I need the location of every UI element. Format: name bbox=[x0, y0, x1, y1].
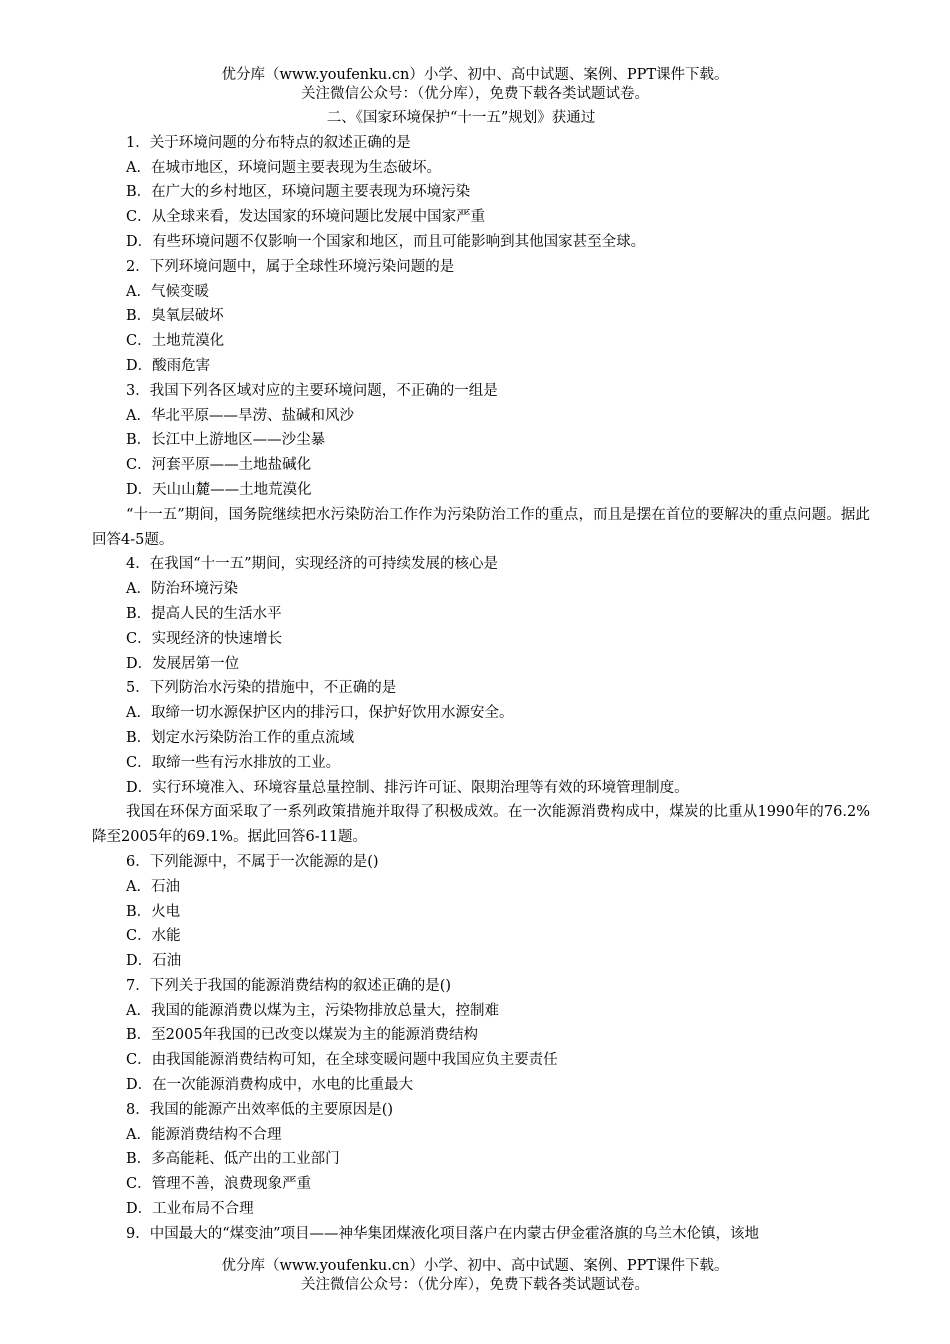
text-paragraph: 我国在环保方面采取了一系列政策措施并取得了积极成效。在一次能源消费构成中，煤炭的比重从1990年的76.2%降至2005年的69.1%。据此回答6-11题。 bbox=[92, 804, 870, 846]
page-footer bbox=[0, 1257, 950, 1295]
question-line: 9．中国最大的“煤变油”项目——神华集团煤液化项目落户在内蒙古伊金霍洛旗的乌兰木伦镇，该地 bbox=[126, 1225, 760, 1242]
question-line: D．天山山麓——土地荒漠化 bbox=[126, 481, 312, 498]
header-site-line: 优分库（www.youfenku.cn）小学、初中、高中试题、案例、PPT课件下载。 bbox=[221, 67, 729, 83]
question-line: 4．在我国“十一五”期间，实现经济的可持续发展的核心是 bbox=[126, 556, 499, 573]
question-line: A．在城市地区，环境问题主要表现为生态破坏。 bbox=[126, 159, 441, 176]
question-line: D．工业布局不合理 bbox=[126, 1201, 254, 1218]
question-line: B．划定水污染防治工作的重点流域 bbox=[126, 729, 355, 746]
question-line: C．管理不善，浪费现象严重 bbox=[126, 1176, 312, 1193]
question-line: A．我国的能源消费以煤为主，污染物排放总量大，控制难 bbox=[126, 1002, 499, 1019]
question-line: D．有些环境问题不仅影响一个国家和地区，而且可能影响到其他国家甚至全球。 bbox=[126, 233, 646, 250]
question-line: B．多高能耗、低产出的工业部门 bbox=[126, 1151, 340, 1168]
question-line: 2．下列环境问题中，属于全球性环境污染问题的是 bbox=[126, 258, 455, 275]
question-line: A．华北平原——旱涝、盐碱和风沙 bbox=[126, 407, 354, 424]
question-line: A．取缔一切水源保护区内的排污口，保护好饮用水源安全。 bbox=[126, 705, 514, 722]
question-line: 3．我国下列各区域对应的主要环境问题，不正确的一组是 bbox=[126, 382, 498, 399]
question-line: 1．关于环境问题的分布特点的叙述正确的是 bbox=[126, 134, 411, 151]
question-line: D．发展居第一位 bbox=[126, 655, 240, 672]
question-line: B．至2005年我国的已改变以煤炭为主的能源消费结构 bbox=[126, 1027, 479, 1044]
question-line: 6．下列能源中，不属于一次能源的是() bbox=[126, 853, 379, 870]
section-title: 二、《国家环境保护“十一五”规划》获通过 bbox=[326, 110, 596, 126]
footer-wechat-line: 关注微信公众号：（优分库），免费下载各类试题试卷。 bbox=[301, 1277, 649, 1293]
question-line: A．能源消费结构不合理 bbox=[126, 1126, 282, 1143]
question-line: C．由我国能源消费结构可知，在全球变暖问题中我国应负主要责任 bbox=[126, 1052, 558, 1069]
question-line: C．土地荒漠化 bbox=[126, 333, 225, 350]
document-body bbox=[92, 106, 870, 1247]
question-line: 7．下列关于我国的能源消费结构的叙述正确的是() bbox=[126, 977, 452, 994]
question-line: A．石油 bbox=[126, 878, 180, 895]
question-line: C．河套平原——土地盐碱化 bbox=[126, 457, 312, 474]
page-header bbox=[0, 66, 950, 104]
question-line: C．实现经济的快速增长 bbox=[126, 630, 283, 647]
question-line: 5．下列防治水污染的措施中，不正确的是 bbox=[126, 680, 397, 697]
question-line: B．在广大的乡村地区，环境问题主要表现为环境污染 bbox=[126, 184, 471, 201]
question-line: C．从全球来看，发达国家的环境问题比发展中国家严重 bbox=[126, 209, 486, 226]
question-line: 8．我国的能源产出效率低的主要原因是() bbox=[126, 1101, 394, 1118]
question-line: C．水能 bbox=[126, 928, 181, 945]
question-line: B．臭氧层破坏 bbox=[126, 308, 224, 325]
question-line: B．长江中上游地区——沙尘暴 bbox=[126, 432, 326, 449]
question-line: B．火电 bbox=[126, 903, 181, 920]
question-line: D．实行环境准入、环境容量总量控制、排污许可证、限期治理等有效的环境管理制度。 bbox=[126, 779, 689, 796]
text-paragraph: “十一五”期间，国务院继续把水污染防治工作作为污染防治工作的重点，而且是摆在首位的要解决的重点问题。据此回答4-5题。 bbox=[92, 506, 870, 548]
question-line: D．在一次能源消费构成中，水电的比重最大 bbox=[126, 1077, 414, 1094]
question-line: A．防治环境污染 bbox=[126, 581, 238, 598]
question-line: B．提高人民的生活水平 bbox=[126, 605, 282, 622]
question-line: C．取缔一些有污水排放的工业。 bbox=[126, 754, 341, 771]
question-line: D．石油 bbox=[126, 953, 182, 970]
question-line: D．酸雨危害 bbox=[126, 357, 211, 374]
footer-site-line: 优分库（www.youfenku.cn）小学、初中、高中试题、案例、PPT课件下载。 bbox=[221, 1258, 729, 1274]
question-line: A．气候变暖 bbox=[126, 283, 209, 300]
header-wechat-line: 关注微信公众号：（优分库），免费下载各类试题试卷。 bbox=[301, 86, 649, 102]
